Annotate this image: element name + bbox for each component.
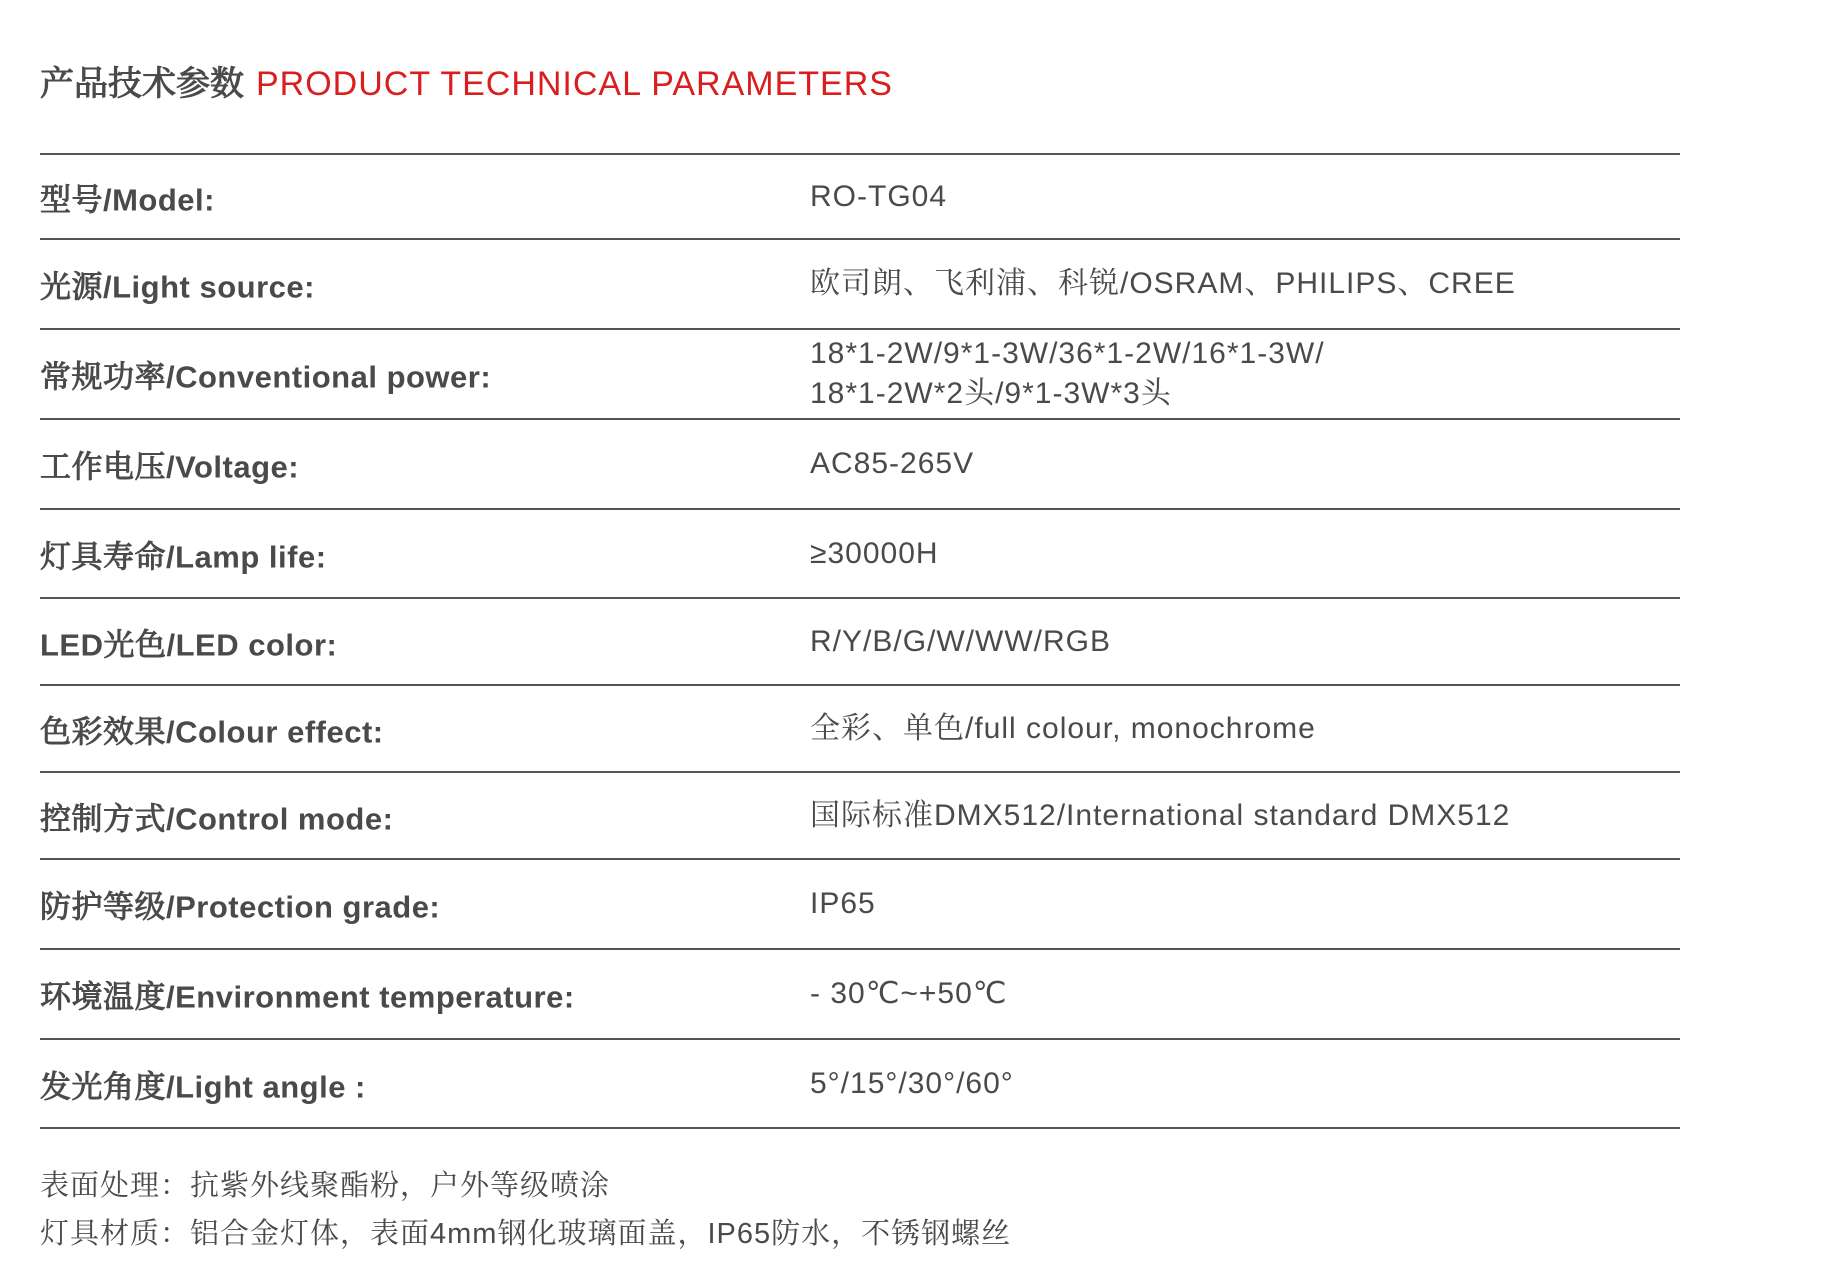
param-value-line: 5°/15°/30°/60° xyxy=(810,1066,1014,1100)
param-label: 控制方式/Control mode: xyxy=(40,801,394,836)
param-row xyxy=(40,773,1680,860)
param-value-line: 国际标准DMX512/International standard DMX512 xyxy=(810,798,1511,832)
param-row xyxy=(40,950,1680,1040)
param-value-line: R/Y/B/G/W/WW/RGB xyxy=(810,624,1111,658)
param-row xyxy=(40,510,1680,599)
parameters-table xyxy=(40,153,1680,1129)
param-label: LED光色/LED color: xyxy=(40,627,338,662)
section-heading xyxy=(40,62,893,106)
param-value-line: RO-TG04 xyxy=(810,179,948,213)
heading-en: PRODUCT TECHNICAL PARAMETERS xyxy=(256,65,893,103)
param-value xyxy=(810,264,1516,304)
note-surface-treatment: 表面处理：抗紫外线聚酯粉，户外等级喷涂 xyxy=(40,1170,611,1202)
param-value-line: 18*1-2W/9*1-3W/36*1-2W/16*1-3W/ xyxy=(810,337,1325,370)
param-value xyxy=(810,622,1111,662)
param-label: 发光角度/Light angle : xyxy=(40,1069,366,1104)
param-value xyxy=(810,1064,1014,1104)
param-row xyxy=(40,420,1680,510)
param-value xyxy=(810,444,974,484)
param-value xyxy=(810,884,876,924)
param-value xyxy=(810,334,1325,414)
param-label: 工作电压/Voltage: xyxy=(40,449,300,485)
param-row xyxy=(40,240,1680,330)
param-value xyxy=(810,796,1510,836)
param-label: 常规功率/Conventional power: xyxy=(40,359,492,395)
param-value xyxy=(810,534,939,574)
param-label: 防护等级/Protection grade: xyxy=(40,889,441,925)
param-label: 光源/Light source: xyxy=(40,269,315,305)
param-label: 环境温度/Environment temperature: xyxy=(40,979,575,1015)
param-row xyxy=(40,155,1680,240)
param-value-line: ≥30000H xyxy=(810,536,939,570)
param-value-line: - 30℃~+50℃ xyxy=(810,977,1008,1010)
param-value-line: 欧司朗、飞利浦、科锐/OSRAM、PHILIPS、CREE xyxy=(810,267,1516,300)
param-label: 型号/Model: xyxy=(40,182,215,217)
note-lamp-material: 灯具材质：铝合金灯体，表面4mm钢化玻璃面盖，IP65防水，不锈钢螺丝 xyxy=(40,1218,1012,1250)
param-value xyxy=(810,709,1316,749)
param-value-line: IP65 xyxy=(810,887,876,920)
param-value-line: AC85-265V xyxy=(810,447,975,480)
param-value xyxy=(810,177,947,217)
param-row xyxy=(40,1040,1680,1129)
notes xyxy=(40,1162,1011,1258)
param-label: 色彩效果/Colour effect: xyxy=(40,714,384,749)
param-value-line: 18*1-2W*2头/9*1-3W*3头 xyxy=(810,377,1172,410)
param-row xyxy=(40,860,1680,950)
param-label: 灯具寿命/Lamp life: xyxy=(40,539,327,574)
param-row xyxy=(40,686,1680,773)
param-row xyxy=(40,599,1680,686)
param-value-line: 全彩、单色/full colour, monochrome xyxy=(810,711,1316,745)
heading-cn: 产品技术参数 xyxy=(40,65,244,103)
param-row xyxy=(40,330,1680,420)
param-value xyxy=(810,974,1008,1014)
